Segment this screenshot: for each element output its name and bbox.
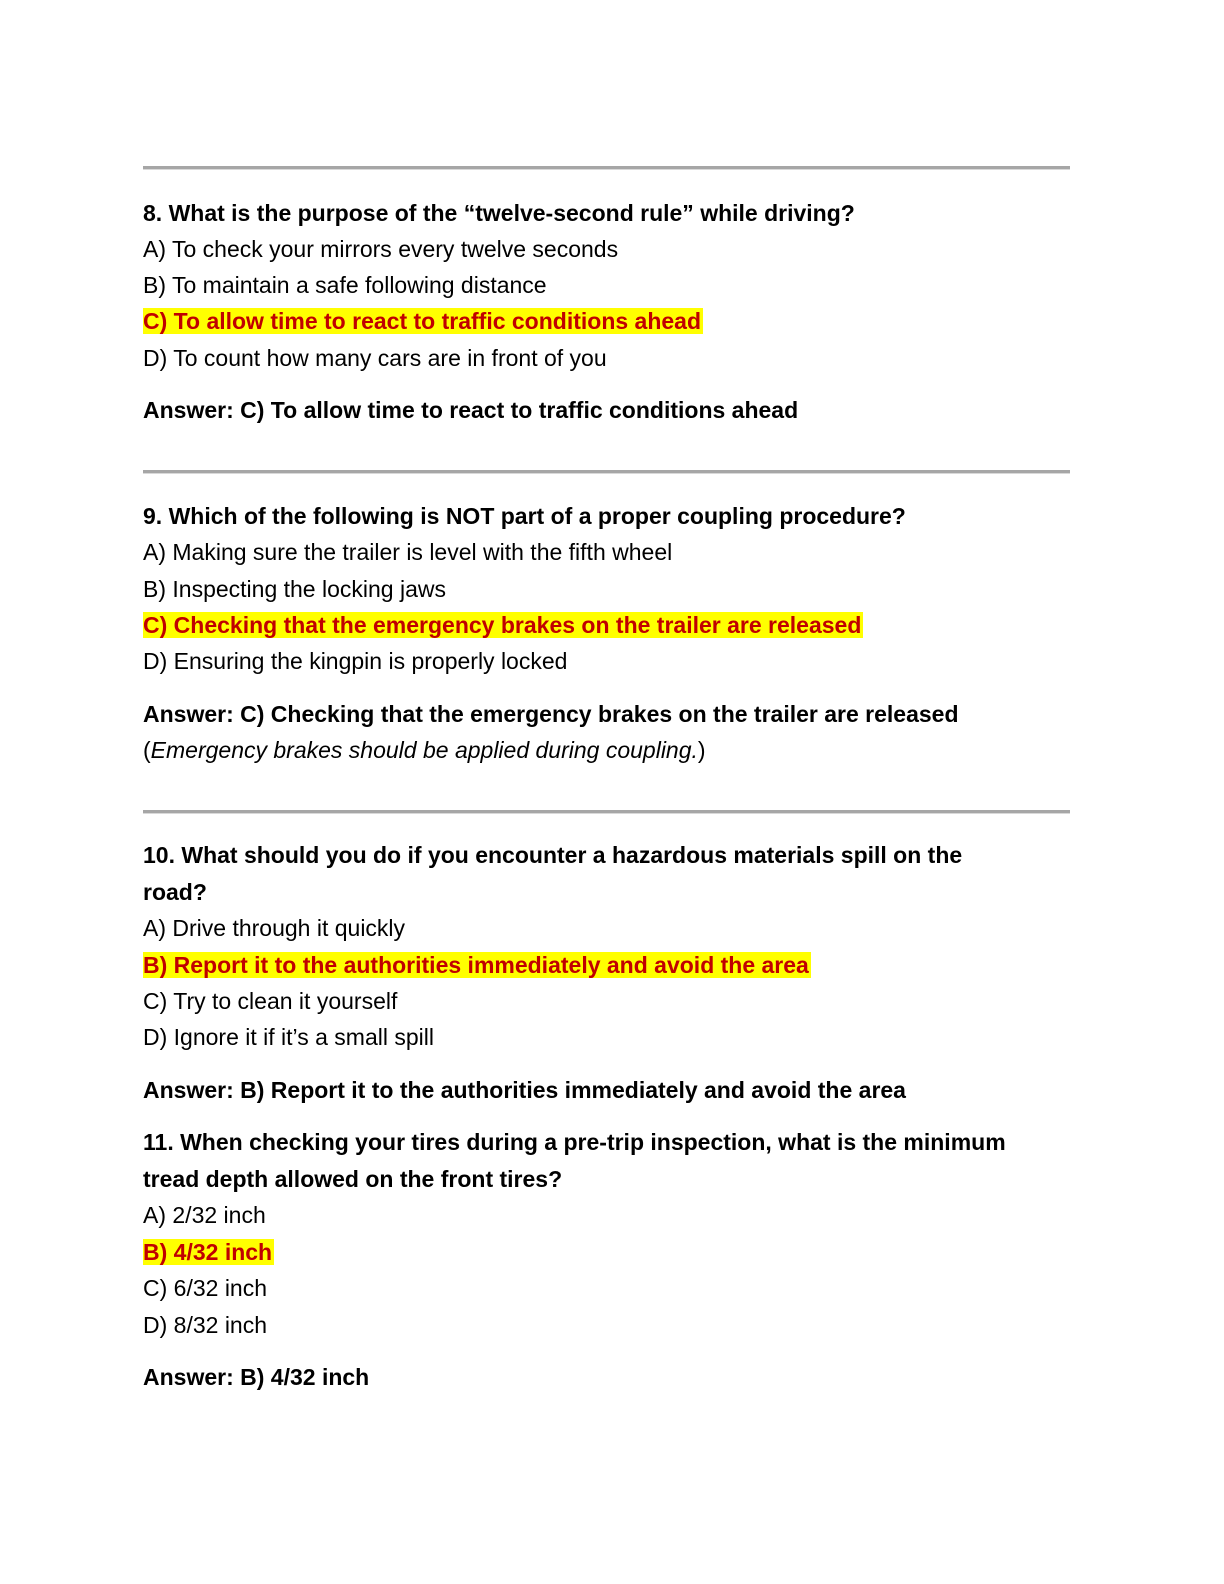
document-page (143, 0, 1071, 1584)
section-divider (143, 470, 1070, 474)
question-9-option-d: D) Ensuring the kingpin is properly locked (143, 648, 568, 674)
question-11-option-c: C) 6/32 inch (143, 1275, 268, 1301)
note-open-paren: ( (143, 737, 151, 763)
question-9-note (143, 734, 706, 766)
question-8-option-b: B) To maintain a safe following distance (143, 272, 547, 298)
question-11-option-b (143, 1236, 274, 1268)
highlighted-correct-option: B) Report it to the authorities immediately and avoid the area (143, 952, 809, 978)
question-9-option-b: B) Inspecting the locking jaws (143, 576, 446, 602)
question-11-option-a: A) 2/32 inch (143, 1202, 266, 1228)
highlighted-correct-option: B) 4/32 inch (143, 1239, 273, 1265)
question-10-option-c: C) Try to clean it yourself (143, 988, 398, 1014)
question-10-answer: Answer: B) Report it to the authorities immediately and avoid the area (143, 1077, 906, 1103)
question-10-option-a: A) Drive through it quickly (143, 915, 406, 941)
question-9-option-c (143, 609, 863, 641)
question-10-option-d: D) Ignore it if it’s a small spill (143, 1024, 434, 1050)
question-11-answer: Answer: B) 4/32 inch (143, 1364, 370, 1390)
question-8-option-d: D) To count how many cars are in front of you (143, 345, 607, 371)
question-10-option-b (143, 949, 811, 981)
question-11-option-d: D) 8/32 inch (143, 1312, 268, 1338)
question-8-text: 8. What is the purpose of the “twelve-second rule” while driving? (143, 200, 855, 226)
section-divider (143, 810, 1070, 814)
question-9-text: 9. Which of the following is NOT part of a proper coupling procedure? (143, 503, 906, 529)
note-close-paren: ) (697, 737, 706, 763)
question-8-option-a: A) To check your mirrors every twelve seconds (143, 236, 619, 262)
question-9-option-a: A) Making sure the trailer is level with the fifth wheel (143, 539, 673, 565)
question-11-text-line-2: tread depth allowed on the front tires? (143, 1166, 563, 1192)
question-8-answer: Answer: C) To allow time to react to traffic conditions ahead (143, 397, 799, 423)
question-9-answer: Answer: C) Checking that the emergency brakes on the trailer are released (143, 701, 959, 727)
highlighted-correct-option: C) To allow time to react to traffic conditions ahead (143, 308, 702, 334)
question-8-option-c (143, 305, 703, 337)
section-divider (143, 166, 1070, 170)
question-10-text-line-1: 10. What should you do if you encounter a hazardous materials spill on the (143, 842, 963, 868)
note-text: Emergency brakes should be applied during coupling. (150, 737, 698, 763)
question-10-text-line-2: road? (143, 879, 207, 905)
question-11-text-line-1: 11. When checking your tires during a pre-trip inspection, what is the minimum (143, 1129, 1006, 1155)
highlighted-correct-option: C) Checking that the emergency brakes on the trailer are released (143, 612, 862, 638)
